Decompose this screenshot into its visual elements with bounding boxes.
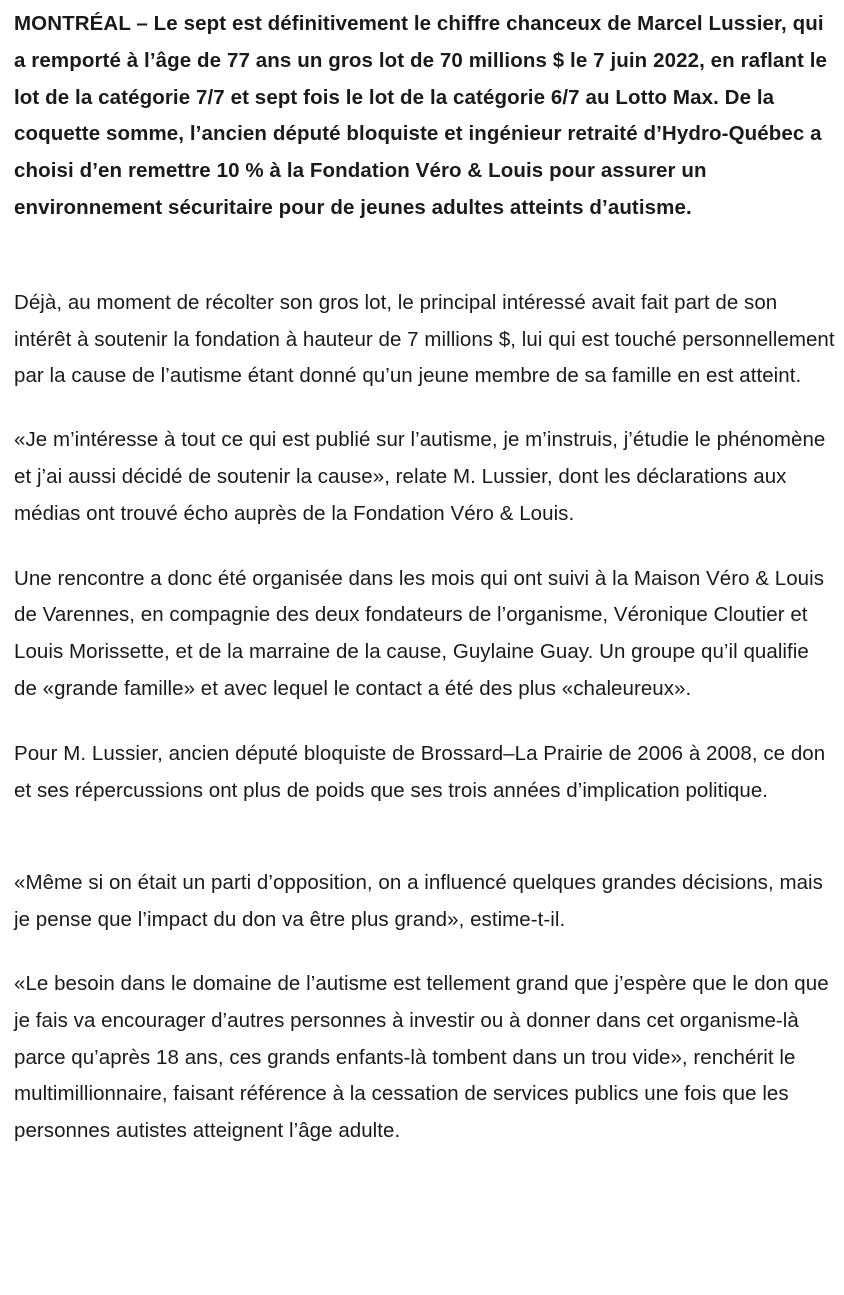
article-paragraph: «Le besoin dans le domaine de l’autisme est tellement grand que j’espère que le don que je fais va encourager d’autres personnes à investir ou à donner dans cet organisme-là parce qu’après 18 ans, ces grands enfants-là tombent dans un trou vide», renchérit le multimillionnaire, faisant référence à la cessation de services publics une fois que les personnes autistes atteignent l’âge adulte.: [14, 971, 829, 1143]
article-lead: MONTRÉAL – Le sept est définitivement le chiffre chanceux de Marcel Lussier, qui a remporté à l’âge de 77 ans un gros lot de 70 millions $ le 7 juin 2022, en raflant le lot de la catégorie 7/7 et sept fois le lot de la catégorie 6/7 au Lotto Max. De la coquette somme, l’ancien député bloquiste et ingénieur retraité d’Hydro-Québec a choisi d’en remettre 10 % à la Fondation Véro & Louis pour assurer un environnement sécuritaire pour de jeunes adultes atteints d’autisme.: [14, 12, 828, 219]
article-paragraph: «Même si on était un parti d’opposition, on a influencé quelques grandes décisions, mais je pense que l’impact du don va être plus grand», estime-t-il.: [14, 871, 823, 932]
article-paragraph: «Je m’intéresse à tout ce qui est publié sur l’autisme, je m’instruis, j’étudie le phénomène et j’ai aussi décidé de soutenir la cause», relate M. Lussier, dont les déclarations aux médias ont trouvé écho auprès de la Fondation Véro & Louis.: [14, 428, 826, 525]
article-paragraph: Une rencontre a donc été organisée dans les mois qui ont suivi à la Maison Véro & Louis de Varennes, en compagnie des deux fondateurs de l’organisme, Véronique Cloutier et Louis Morissette, et de la marraine de la cause, Guylaine Guay. Un groupe qu’il qualifie de «grande famille» et avec lequel le contact a été des plus «chaleureux».: [14, 566, 825, 700]
article-paragraph: Déjà, au moment de récolter son gros lot, le principal intéressé avait fait part de son intérêt à soutenir la fondation à hauteur de 7 millions $, lui qui est touché personnellement par la cause de l’autisme étant donné qu’un jeune membre de sa famille en est atteint.: [14, 290, 835, 388]
article-paragraph: Pour M. Lussier, ancien député bloquiste de Brossard–La Prairie de 2006 à 2008, ce don et ses répercussions ont plus de poids que ses trois années d’implication politique.: [14, 741, 826, 802]
